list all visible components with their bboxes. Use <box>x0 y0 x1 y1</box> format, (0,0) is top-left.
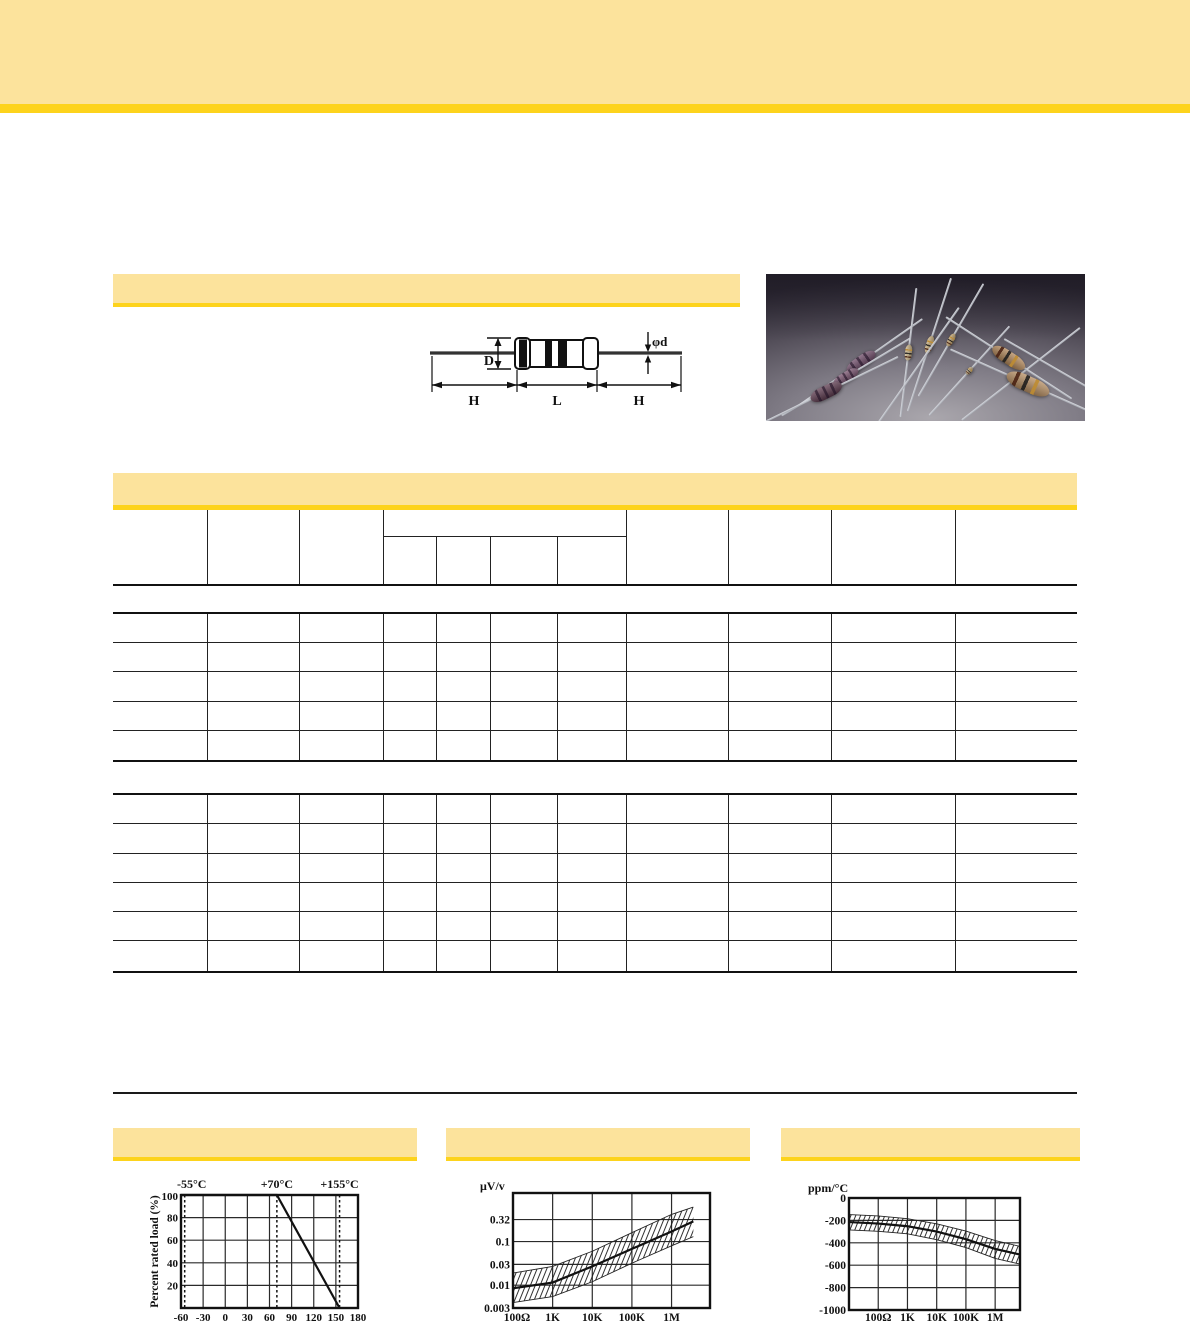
svg-text:μV/v: μV/v <box>480 1179 505 1193</box>
table-cell <box>300 795 384 824</box>
table-cell <box>956 883 1077 912</box>
table-cell <box>956 614 1077 643</box>
table-cell <box>558 941 627 970</box>
table-cell <box>491 795 558 824</box>
table-cell <box>113 614 208 643</box>
table-cell <box>558 854 627 883</box>
table-cell <box>491 854 558 883</box>
table-cell <box>437 824 491 853</box>
table-cell <box>437 731 491 760</box>
table-cell <box>437 614 491 643</box>
table-cell <box>208 912 300 941</box>
table-cell <box>729 731 832 760</box>
table-cell <box>832 643 956 672</box>
table-cell <box>729 672 832 701</box>
table-cell <box>627 731 729 760</box>
resistor-cap-right <box>583 338 598 369</box>
dim-label-diameter: D <box>483 354 494 369</box>
dim-label-body-length: L <box>552 394 562 409</box>
table-cell <box>437 941 491 970</box>
header-cell <box>113 510 208 584</box>
table-cell <box>729 941 832 970</box>
table-cell <box>384 795 437 824</box>
table-cell <box>956 912 1077 941</box>
table-cell <box>113 883 208 912</box>
table-cell <box>113 824 208 853</box>
svg-text:-60: -60 <box>173 1312 189 1324</box>
table-cell <box>300 672 384 701</box>
dimension-diagram <box>418 312 693 412</box>
table-cell <box>384 672 437 701</box>
table-cell <box>437 912 491 941</box>
svg-text:10K: 10K <box>926 1312 947 1324</box>
table-cell <box>384 941 437 970</box>
tcr-chart <box>800 1180 1062 1331</box>
table-cell <box>558 731 627 760</box>
table-cell <box>300 883 384 912</box>
table-cell <box>729 824 832 853</box>
table-cell <box>384 912 437 941</box>
header-cell <box>208 510 300 584</box>
table-cell <box>729 702 832 731</box>
svg-text:0.1: 0.1 <box>495 1236 510 1249</box>
svg-text:30: 30 <box>241 1312 253 1324</box>
table-cell <box>956 941 1077 970</box>
table-cell <box>956 854 1077 883</box>
table-cell <box>437 643 491 672</box>
table-cell <box>384 731 437 760</box>
svg-text:-800: -800 <box>824 1282 846 1295</box>
svg-text:60: 60 <box>167 1235 178 1248</box>
svg-text:-200: -200 <box>824 1215 846 1228</box>
svg-text:1M: 1M <box>663 1312 680 1324</box>
table-cell <box>384 643 437 672</box>
spec-table-header <box>113 510 1077 586</box>
color-band <box>558 341 567 366</box>
svg-text:100Ω: 100Ω <box>503 1312 531 1324</box>
table-cell <box>956 702 1077 731</box>
table-cell <box>384 614 437 643</box>
table-cell <box>558 883 627 912</box>
table-cell <box>113 702 208 731</box>
header-subcell <box>491 537 558 584</box>
table-cell <box>384 883 437 912</box>
color-band <box>545 341 552 366</box>
table-cell <box>113 941 208 970</box>
table-cell <box>208 643 300 672</box>
resistor-photo <box>766 274 1085 421</box>
svg-text:0: 0 <box>840 1193 846 1205</box>
svg-text:-400: -400 <box>824 1237 846 1250</box>
svg-text:ppm/°C: ppm/°C <box>808 1181 849 1195</box>
table-cell <box>832 795 956 824</box>
table-cell <box>956 643 1077 672</box>
table-cell <box>300 824 384 853</box>
svg-text:Percent rated load (%): Percent rated load (%) <box>149 1195 161 1308</box>
table-cell <box>113 854 208 883</box>
svg-text:0.003: 0.003 <box>484 1303 510 1315</box>
table-cell <box>558 672 627 701</box>
svg-text:+155°C: +155°C <box>320 1178 359 1191</box>
svg-text:20: 20 <box>167 1280 178 1293</box>
photo-resistor <box>766 350 901 421</box>
table-cell <box>384 824 437 853</box>
table-cell <box>437 702 491 731</box>
table-cell <box>627 795 729 824</box>
table-cell <box>300 614 384 643</box>
table-cell <box>627 643 729 672</box>
table-cell <box>113 731 208 760</box>
table-cell <box>113 795 208 824</box>
svg-text:120: 120 <box>305 1312 322 1324</box>
table-cell <box>384 854 437 883</box>
spec-table-band <box>113 473 1077 505</box>
spec-table-section-2 <box>113 793 1077 973</box>
table-cell <box>627 854 729 883</box>
svg-text:-30: -30 <box>195 1312 211 1324</box>
svg-text:100: 100 <box>161 1191 178 1203</box>
svg-text:60: 60 <box>264 1312 275 1324</box>
table-cell <box>832 672 956 701</box>
table-cell <box>729 854 832 883</box>
section-bar-tcr <box>781 1128 1080 1161</box>
table-cell <box>627 883 729 912</box>
table-cell <box>627 941 729 970</box>
table-cell <box>558 824 627 853</box>
table-cell <box>491 672 558 701</box>
table-cell <box>832 883 956 912</box>
table-cell <box>627 824 729 853</box>
derating-chart <box>140 1178 392 1331</box>
spec-table-section-1 <box>113 612 1077 762</box>
table-cell <box>208 795 300 824</box>
svg-text:-55°C: -55°C <box>176 1178 207 1191</box>
table-cell <box>832 941 956 970</box>
table-cell <box>491 883 558 912</box>
table-cell <box>491 702 558 731</box>
table-cell <box>832 702 956 731</box>
table-cell <box>300 731 384 760</box>
svg-text:-1000: -1000 <box>819 1305 846 1317</box>
section-bar-dimensions <box>113 274 740 307</box>
table-cell <box>558 795 627 824</box>
svg-text:0.32: 0.32 <box>489 1214 510 1227</box>
table-cell <box>956 672 1077 701</box>
table-cell <box>729 643 832 672</box>
table-cell <box>956 824 1077 853</box>
dim-label-lead-right: H <box>633 394 645 409</box>
table-cell <box>558 614 627 643</box>
svg-text:100K: 100K <box>618 1312 646 1324</box>
header-group-cell <box>384 510 627 537</box>
table-cell <box>208 883 300 912</box>
table-cell <box>113 912 208 941</box>
table-cell <box>113 643 208 672</box>
svg-text:0.03: 0.03 <box>489 1259 510 1272</box>
section-bar-noise <box>446 1128 750 1161</box>
table-cell <box>627 912 729 941</box>
table-cell <box>832 912 956 941</box>
table-cell <box>491 824 558 853</box>
table-cell <box>300 643 384 672</box>
table-cell <box>558 702 627 731</box>
table-cell <box>300 702 384 731</box>
table-cell <box>956 731 1077 760</box>
table-cell <box>729 883 832 912</box>
table-cell <box>208 854 300 883</box>
svg-text:180: 180 <box>349 1312 367 1324</box>
table-cell <box>832 731 956 760</box>
header-subcell <box>384 537 437 584</box>
table-cell <box>384 702 437 731</box>
table-cell <box>208 672 300 701</box>
table-cell <box>491 614 558 643</box>
svg-text:1K: 1K <box>900 1312 915 1324</box>
svg-text:90: 90 <box>286 1312 298 1324</box>
table-cell <box>208 702 300 731</box>
header-cell <box>627 510 729 584</box>
table-cell <box>729 912 832 941</box>
svg-text:80: 80 <box>167 1212 178 1225</box>
svg-text:1M: 1M <box>986 1312 1004 1324</box>
table-cell <box>491 912 558 941</box>
top-band <box>0 0 1190 104</box>
dim-label-lead-diameter: φd <box>652 334 668 349</box>
table-cell <box>729 795 832 824</box>
color-band <box>519 340 527 368</box>
svg-text:10K: 10K <box>582 1312 603 1324</box>
table-cell <box>208 824 300 853</box>
svg-text:1K: 1K <box>545 1312 560 1324</box>
table-cell <box>627 614 729 643</box>
table-cell <box>558 643 627 672</box>
table-cell <box>729 614 832 643</box>
table-cell <box>437 795 491 824</box>
table-cell <box>627 702 729 731</box>
top-band-accent <box>0 104 1190 113</box>
table-cell <box>491 731 558 760</box>
header-cell <box>300 510 384 584</box>
table-cell <box>300 912 384 941</box>
table-cell <box>956 795 1077 824</box>
table-cell <box>208 941 300 970</box>
table-cell <box>491 643 558 672</box>
table-cell <box>300 854 384 883</box>
table-cell <box>627 672 729 701</box>
svg-text:100K: 100K <box>952 1312 980 1324</box>
table-cell <box>300 941 384 970</box>
header-cell <box>729 510 832 584</box>
svg-text:-600: -600 <box>824 1260 846 1273</box>
table-cell <box>437 854 491 883</box>
table-cell <box>832 824 956 853</box>
table-cell <box>832 854 956 883</box>
resistor-body <box>904 344 913 361</box>
svg-text:0: 0 <box>222 1312 228 1324</box>
table-cell <box>437 883 491 912</box>
svg-text:0.01: 0.01 <box>489 1280 510 1293</box>
table-cell <box>437 672 491 701</box>
svg-text:100Ω: 100Ω <box>864 1312 892 1324</box>
table-cell <box>491 941 558 970</box>
header-subcell <box>558 537 627 584</box>
table-cell <box>558 912 627 941</box>
noise-chart <box>460 1178 722 1331</box>
divider-line <box>113 1092 1077 1094</box>
header-cell <box>832 510 956 584</box>
svg-text:+70°C: +70°C <box>260 1178 294 1191</box>
header-cell <box>956 510 1077 584</box>
table-cell <box>113 672 208 701</box>
table-cell <box>208 731 300 760</box>
table-cell <box>832 614 956 643</box>
section-bar-derating <box>113 1128 417 1161</box>
svg-text:40: 40 <box>167 1257 178 1270</box>
svg-text:150: 150 <box>327 1312 345 1324</box>
table-cell <box>208 614 300 643</box>
header-subcell <box>437 537 491 584</box>
dim-label-lead-left: H <box>468 394 480 409</box>
